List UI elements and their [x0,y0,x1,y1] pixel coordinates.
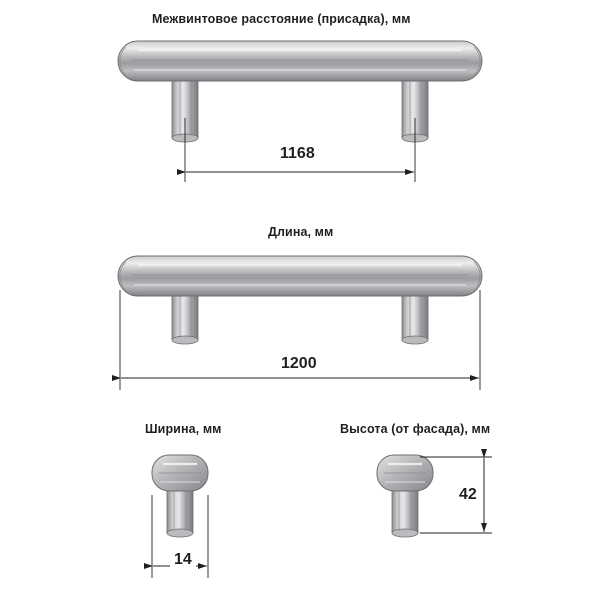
caption-height: Высота (от фасада), мм [340,422,491,436]
handle-leg-side [392,485,418,537]
handle-leg-front [167,485,193,537]
handle-bar-end-2 [377,455,433,491]
caption-screw-distance: Межвинтовое расстояние (присадка), мм [152,12,411,26]
handle-bar [118,41,482,81]
dimension-value-length: 1200 [277,355,321,373]
handle-bar-end [152,455,208,491]
caption-width: Ширина, мм [145,422,222,436]
dimension-value-height: 42 [455,486,481,504]
dimension-value-width: 14 [170,551,196,569]
handle-bar-2 [118,256,482,296]
dimension-value-screw-distance: 1168 [276,145,319,163]
caption-length: Длина, мм [268,225,334,239]
